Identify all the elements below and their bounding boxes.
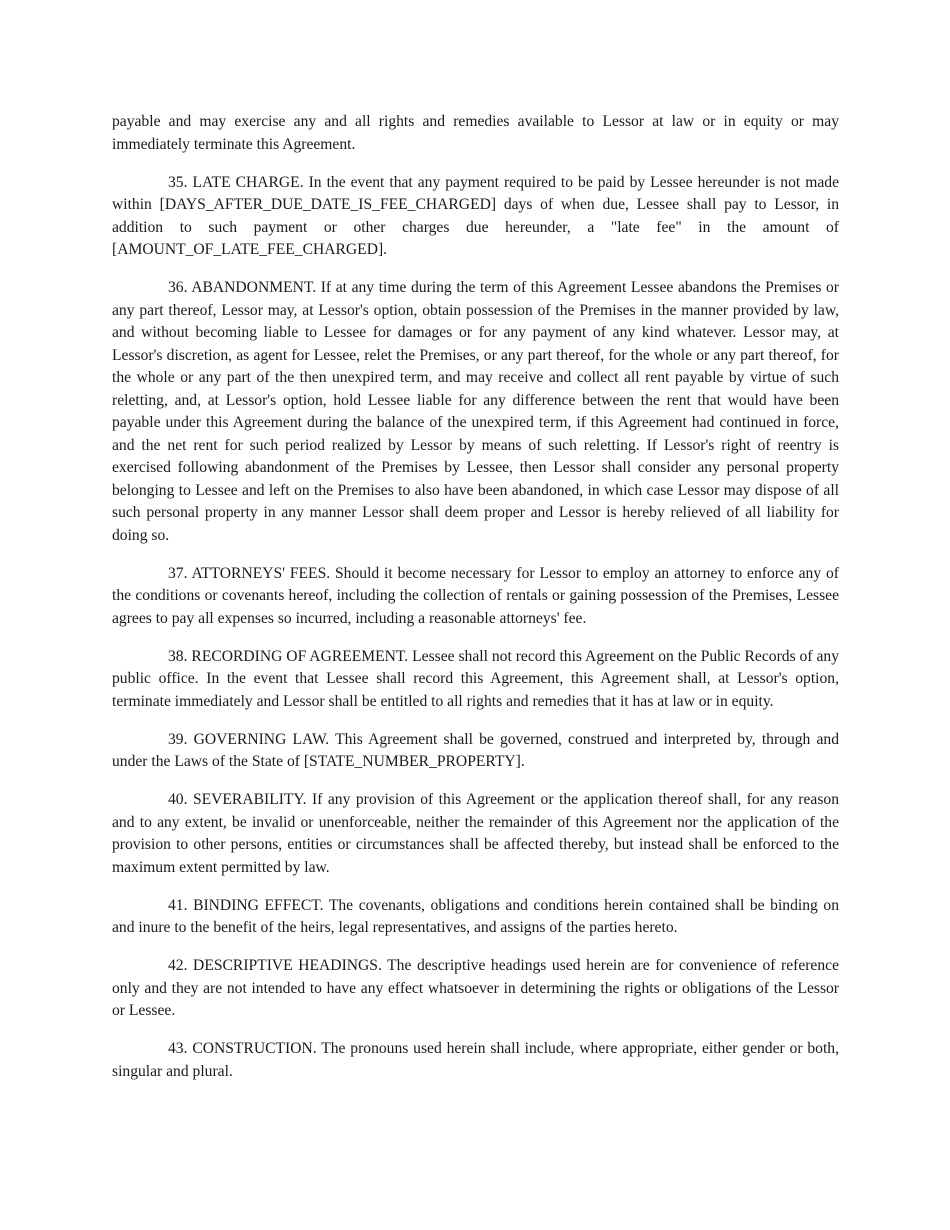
section-attorneys-fees: 37. ATTORNEYS' FEES. Should it become necessary for Lessor to employ an attorney to enforce any of the conditions or covenants hereof, including the collection of rentals or gaining possession of the Premises, Lessee agrees to pay all expenses so incurred, including a reasonable attorneys' fee. (112, 564, 839, 627)
continuation-paragraph: payable and may exercise any and all rights and remedies available to Lessor at law or in equity or may immediately terminate this Agreement. (112, 113, 839, 153)
section-construction: 43. CONSTRUCTION. The pronouns used herein shall include, where appropriate, either gender or both, singular and plural. (112, 1040, 839, 1080)
section-abandonment: 36. ABANDONMENT. If at any time during the term of this Agreement Lessee abandons the Premises or any part thereof, Lessor may, at Lessor's option, obtain possession of the Premises in the manner provided by law, and without becoming liable to Lessee for damages or for any payment of any kind whatever. Lessor may, at Lessor's discretion, as agent for Lessee, relet the Premises, or any part thereof, for the whole or any part thereof, for the whole or any part of the then unexpired term, and may receive and collect all rent payable by virtue of such reletting, and, at Lessor's option, hold Lessee liable for any difference between the rent that would have been payable under this Agreement during the balance of the unexpired term, if this Agreement had continued in force, and the net rent for such period realized by Lessor by means of such reletting. If Lessor's right of reentry is exercised following abandonment of the Premises by Lessee, then Lessor shall consider any personal property belonging to Lessee and left on the Premises to also have been abandoned, in which case Lessor may dispose of all such personal property in any manner Lessor shall deem proper and Lessor is hereby relieved of all liability for doing so. (112, 279, 839, 544)
section-severability: 40. SEVERABILITY. If any provision of this Agreement or the application thereof shall, for any reason and to any extent, be invalid or unenforceable, neither the remainder of this Agreement nor the application of the provision to other persons, entities or circumstances shall be affected thereby, but instead shall be enforced to the maximum extent permitted by law. (112, 791, 839, 876)
section-recording-of-agreement: 38. RECORDING OF AGREEMENT. Lessee shall not record this Agreement on the Public Records of any public office. In the event that Lessee shall record this Agreement, this Agreement shall, at Lessor's option, terminate immediately and Lessor shall be entitled to all rights and remedies that it has at law or in equity. (112, 647, 839, 710)
section-late-charge: 35. LATE CHARGE. In the event that any payment required to be paid by Lessee hereunder is not made within [DAYS_AFTER_DUE_DATE_IS_FEE_CHARGED] days of when due, Lessee shall pay to Lessor, in addition to such payment or other charges due hereunder, a "late fee" in the amount of [AMOUNT_OF_LATE_FEE_CHARGED]. (112, 173, 839, 258)
section-descriptive-headings: 42. DESCRIPTIVE HEADINGS. The descriptive headings used herein are for convenience of reference only and they are not intended to have any effect whatsoever in determining the rights or obligations of the Lessor or Lessee. (112, 957, 839, 1019)
section-binding-effect: 41. BINDING EFFECT. The covenants, obligations and conditions herein contained shall be binding on and inure to the benefit of the heirs, legal representatives, and assigns of the parties hereto. (112, 896, 839, 936)
document-page (112, 111, 839, 1099)
section-governing-law: 39. GOVERNING LAW. This Agreement shall be governed, construed and interpreted by, through and under the Laws of the State of [STATE_NUMBER_PROPERTY]. (112, 730, 839, 770)
